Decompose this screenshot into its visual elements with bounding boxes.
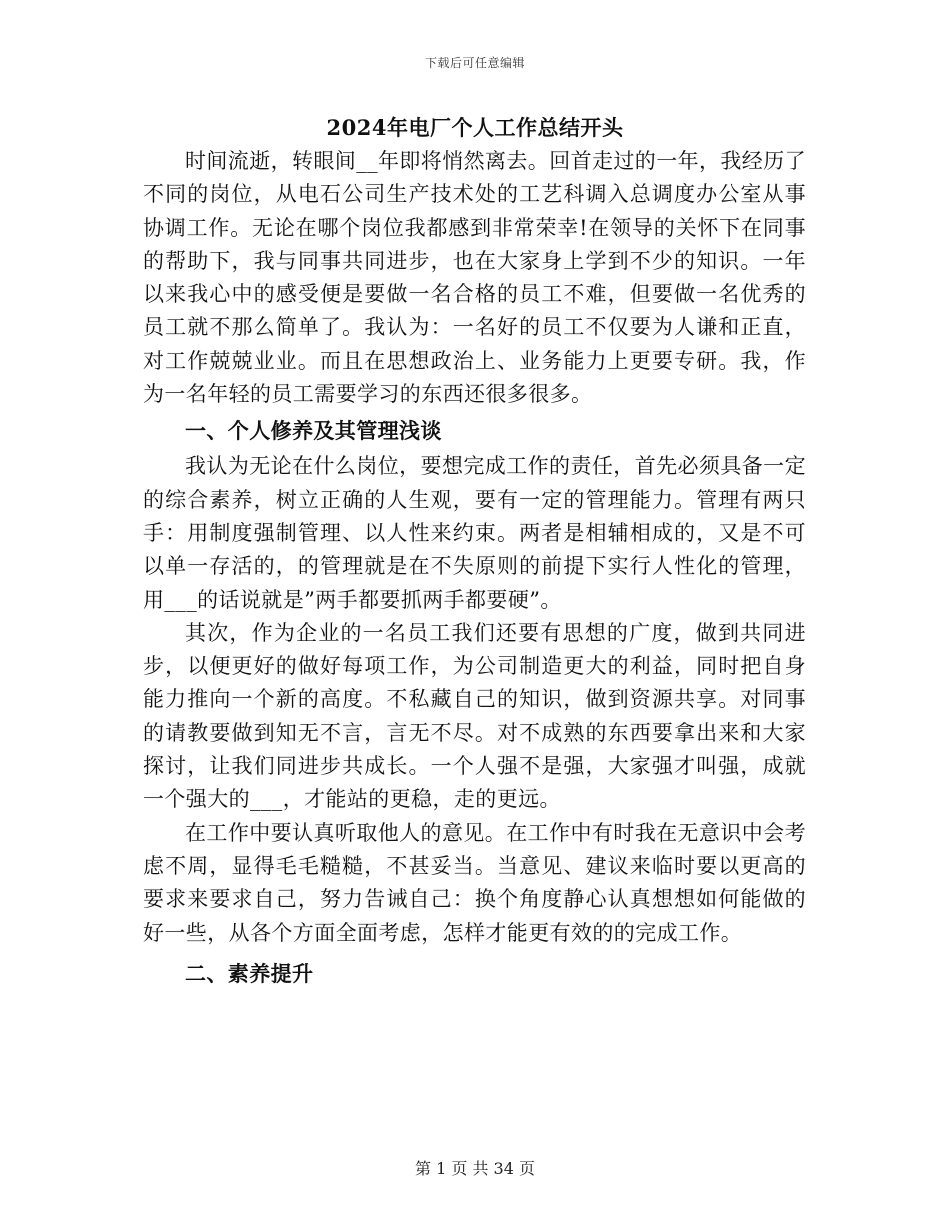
document-body (143, 145, 806, 993)
body-paragraph-3: 在工作中要认真听取他人的意见。在工作中有时我在无意识中会考虑不周，显得毛毛糙糙，不甚妥当。当意见、建议来临时要以更高的要求来要求自己，努力告诫自己：换个角度静心认真想想如何能做的好一些，从各个方面全面考虑，怎样才能更有效的的完成工作。 (143, 820, 806, 945)
header-note: 下载后可任意编辑 (424, 56, 525, 70)
intro-paragraph: 时间流逝，转眼间__年即将悄然离去。回首走过的一年，我经历了不同的岗位，从电石公司生产技术处的工艺科调入总调度办公室从事协调工作。无论在哪个岗位我都感到非常荣幸!在领导的关怀下在同事的帮助下，我与同事共同进步，也在大家身上学到不少的知识。一年以来我心中的感受便是要做一名合格的员工不难，但要做一名优秀的员工就不那么简单了。我认为：一名好的员工不仅要为人谦和正直，对工作兢兢业业。而且在思想政治上、业务能力上更要专研。我，作为一名年轻的员工需要学习的东西还很多很多。 (143, 149, 806, 407)
section-heading-1: 一、个人修养及其管理浅谈 (185, 418, 442, 444)
document-title: 2024年电厂个人工作总结开头 (326, 115, 624, 140)
page-number: 第 1 页 共 34 页 (415, 1159, 535, 1178)
body-paragraph-2: 其次，作为企业的一名员工我们还要有思想的广度，做到共同进步，以便更好的做好每项工作，为公司制造更大的利益，同时把自身能力推向一个新的高度。不私藏自己的知识，做到资源共享。对同事的请教要做到知无不言，言无不尽。对不成熟的东西要拿出来和大家探讨，让我们同进步共成长。一个人强不是强，大家强才叫强，成就一个强大的___，才能站的更稳，走的更远。 (143, 620, 806, 812)
body-paragraph-1: 我认为无论在什么岗位，要想完成工作的责任，首先必须具备一定的综合素养，树立正确的人生观，要有一定的管理能力。管理有两只手：用制度强制管理、以人性来约束。两者是相辅相成的，又是不可以单一存活的，的管理就是在不失原则的前提下实行人性化的管理，用___的话说就是”两手都要抓两手都要硬”。 (143, 454, 806, 612)
section-heading-2: 二、素养提升 (185, 960, 314, 986)
